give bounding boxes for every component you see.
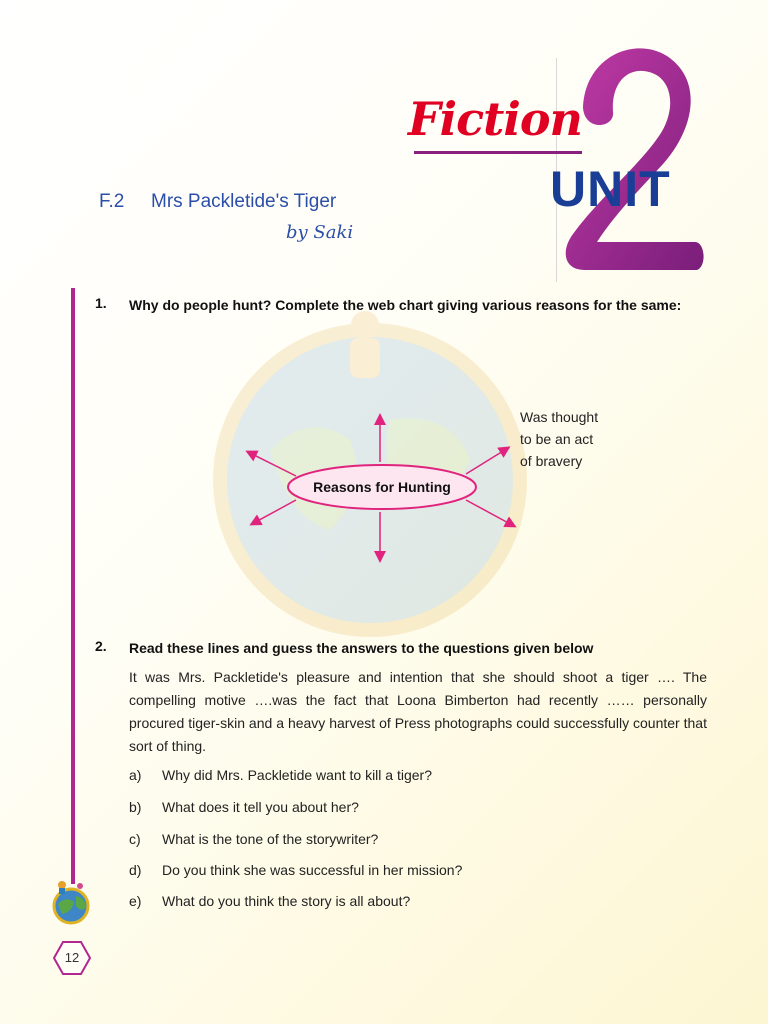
left-accent-bar	[71, 288, 75, 884]
sub-question-letter: d)	[129, 862, 142, 878]
spoke-arrow-lower-right	[466, 500, 514, 526]
fiction-underline	[414, 151, 582, 154]
question-2-passage: It was Mrs. Packletide's pleasure and intention that she should shoot a tiger …. The compelling motive ….was the fact that Loona Bimberton had recently …… personally procured tiger-skin and a heavy harvest of Press photographs could successfully counter that sort of thing.	[129, 669, 707, 754]
spoke-arrow-lower-left	[252, 500, 296, 524]
fiction-label: Fiction	[408, 92, 582, 146]
answer-line: to be an act	[520, 431, 594, 447]
page-number: 12	[64, 950, 80, 965]
sub-question-text: What does it tell you about her?	[162, 799, 359, 815]
question-2-number: 2.	[95, 638, 107, 654]
sub-question-letter: b)	[129, 799, 142, 815]
sub-question-text: Do you think she was successful in her mission?	[162, 862, 463, 878]
sub-question-letter: c)	[129, 831, 141, 847]
question-2-heading: Read these lines and guess the answers to the questions given below	[129, 640, 594, 656]
answer-line: Was thought	[520, 409, 599, 425]
author-byline: by Saki	[286, 222, 354, 243]
sub-question-text: What do you think the story is all about?	[162, 893, 411, 909]
web-chart-center-label: Reasons for Hunting	[313, 479, 451, 495]
spoke-arrow-upper-left	[248, 452, 296, 476]
section-title: Mrs Packletide's Tiger	[151, 191, 337, 212]
unit-number-graphic	[555, 28, 715, 288]
sub-question-text: Why did Mrs. Packletide want to kill a tiger?	[162, 767, 432, 783]
sub-question-text: What is the tone of the storywriter?	[162, 831, 379, 847]
cbse-logo-icon	[48, 878, 94, 928]
sub-question-letter: e)	[129, 893, 142, 909]
question-1-text: Why do people hunt? Complete the web chart giving various reasons for the same:	[129, 297, 682, 313]
unit-label: UNIT	[550, 161, 671, 217]
question-1-number: 1.	[95, 295, 107, 311]
sub-question-letter: a)	[129, 767, 142, 783]
web-chart-answer	[520, 406, 640, 472]
answer-line: of bravery	[520, 453, 583, 469]
spoke-arrow-upper-right	[466, 448, 508, 474]
section-code: F.2	[99, 191, 125, 212]
